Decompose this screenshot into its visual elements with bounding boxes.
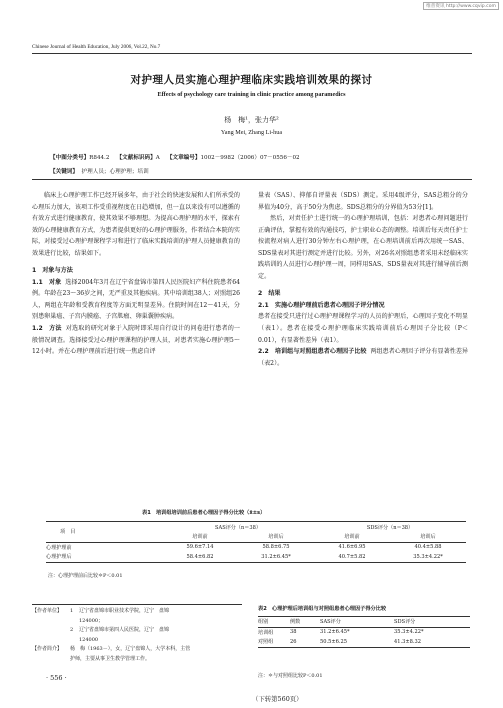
section-1-heading: 1 对象与方法 bbox=[32, 267, 73, 275]
english-title: Effects of psychology care training in clinic practice among paramedics bbox=[157, 91, 346, 98]
section-1-1-label: 1.1 对象 bbox=[32, 278, 62, 286]
table-1-subheader: 培训前 bbox=[192, 534, 208, 541]
table-cell: 40.4±5.88 bbox=[414, 544, 442, 551]
table-1-sds-header: SDS评分（n＝38） bbox=[366, 524, 414, 531]
section-2-2 bbox=[258, 346, 468, 369]
unit-2-text: 辽宁省盘锦市第四人民医院，辽宁 盘锦 bbox=[79, 627, 170, 634]
footnote-rule bbox=[32, 604, 242, 605]
table-2-header: SAS评分 bbox=[320, 619, 341, 626]
table-1 bbox=[46, 522, 466, 563]
table-cell: 38 bbox=[290, 629, 297, 636]
article-no-label: 【文章编号】 bbox=[166, 155, 201, 161]
bio-label: 【作者简介】 bbox=[32, 646, 63, 653]
keywords-value: 护理人员；心理护理；培训 bbox=[81, 169, 149, 175]
table-cell: 59.6±7.14 bbox=[186, 544, 214, 551]
table-cell: 对照组 bbox=[258, 639, 274, 646]
table-cell: 培训组 bbox=[258, 629, 274, 636]
unit-1-text: 辽宁省盘锦市职业技术学院，辽宁 盘锦 bbox=[79, 608, 170, 614]
table-cell: 35.3±4.22* bbox=[394, 629, 424, 636]
author-footnotes bbox=[32, 607, 247, 665]
table-cell: 50.5±6.25 bbox=[320, 638, 347, 645]
table-2-header: 例数 bbox=[290, 619, 301, 626]
table-1-subheader: 培训后 bbox=[420, 534, 436, 541]
unit-2-zip-row bbox=[32, 636, 247, 646]
table-row bbox=[46, 552, 466, 562]
english-authors: Yang Mei, Zhang Li-hua bbox=[220, 129, 283, 136]
table-cell: 31.2±6.45* bbox=[320, 629, 350, 636]
unit-1-index: 1 bbox=[70, 608, 74, 614]
table-cell: 26 bbox=[290, 638, 297, 645]
table-row bbox=[258, 627, 470, 637]
table-row bbox=[46, 542, 466, 552]
doc-code-label: 【文献标识码】 bbox=[116, 155, 156, 161]
continued-note: （下转第560页） bbox=[252, 695, 303, 703]
table-cell: 40.7±5.82 bbox=[338, 553, 366, 560]
watermark: 维普资讯 http://www.cqvip.com bbox=[423, 2, 499, 10]
table-row bbox=[46, 522, 466, 532]
table-1-item-header: 项 目 bbox=[60, 529, 76, 536]
keywords-line bbox=[50, 167, 149, 175]
article-title: 对护理人员实施心理护理临床实践培训效果的探讨 bbox=[130, 74, 373, 86]
doc-code-value: A bbox=[155, 155, 160, 161]
table-cell: 58.8±6.75 bbox=[262, 544, 290, 551]
unit-2-zip: 124000 bbox=[79, 636, 99, 643]
keywords-label: 【关键词】 bbox=[50, 169, 78, 175]
table-2-caption: 表2 心理护理后培训组与对照组患者心理因子得分比较 bbox=[258, 606, 387, 612]
section-1-1-text: 选择2004年3月在辽宁省盘锦市第四人民医院妇产科住院患者64例。年龄在23～36岁之间，无严重及其他疾病。其中培训组38人；对照组26人，两组在年龄和受教育程度等方面无明显差异。住院时间在12～41天，分别患卵巢癌、子宫内膜癌、子宫肌瘤、卵巢囊肿疾病。 bbox=[32, 278, 241, 321]
unit-1-zip: 124000； bbox=[79, 617, 104, 624]
table-1-caption: 表1 培训组培训前后患者心理因子得分比较（x̄±s） bbox=[142, 510, 266, 516]
bio-row bbox=[32, 645, 247, 655]
method-paragraph-2: 然后，对责任护士进行统一的心理护理培训，包括：对患者心理问题进行正确评估，掌握有效的沟通技巧，护士职业心态的调整。培训后每天责任护士按流程对病人进行30分钟左右心理护理，在心理培训前后再次用统一SAS、SDS量表对其进行测定并进行比较。另外，对26名对照组患者采用未经临床实践培训的人员进行心理护理一周，同样用SAS、SDS量表对其进行辅导前后测定。 bbox=[258, 215, 468, 280]
article-no-value: 1002－9982（2006）07－0556－02 bbox=[200, 155, 300, 161]
classification-line bbox=[50, 153, 300, 161]
table-1-note: 注：心理护理前后比较＊P＜0.01 bbox=[48, 573, 123, 579]
left-column bbox=[32, 190, 240, 358]
unit-1-zip-row bbox=[32, 617, 247, 627]
section-2-1-label: 2.1 实施心理护理前后患者心理因子评分情况 bbox=[258, 301, 385, 309]
continued-paragraph: 量表（SAS）、抑郁自评量表（SDS）测定。采用4级评分，SAS总粗分的分界值为40分，高于50分为焦虑。SDS总粗分的分界值为53分[1]。 bbox=[258, 192, 468, 211]
table-1-row-label: 心理护理后 bbox=[46, 554, 72, 561]
section-2-heading: 2 结果 bbox=[258, 290, 281, 298]
table-cell: 58.4±6.82 bbox=[186, 553, 214, 560]
clc-value: R844.2 bbox=[89, 155, 110, 161]
unit-2-index: 2 bbox=[70, 627, 74, 634]
header-rule bbox=[32, 53, 472, 54]
bio-text-2: 护师，主要从事卫生教学管理工作。 bbox=[70, 655, 151, 662]
section-2-2-text: 两组患者心理因子评分有显著性差异（表2）。 bbox=[258, 348, 469, 367]
bio-text: 杨 梅（1963－），女，辽宁盘锦人，大学本科，主管 bbox=[70, 646, 191, 653]
section-1-2-text: 对选取的研究对象于入院时即采用自行设计的问卷进行患者的一般情况调查。选择接受过心理护理课程的护理人员，对患者实施心理护理5～12小时。并在心理护理前后进行统一焦虑自评 bbox=[32, 325, 241, 356]
table-row bbox=[258, 637, 470, 647]
table-row bbox=[258, 617, 470, 627]
table-cell: 31.2±6.45* bbox=[261, 553, 291, 560]
unit-1-row bbox=[32, 607, 247, 617]
table-1-subheader: 培训后 bbox=[268, 534, 284, 541]
right-column bbox=[258, 190, 468, 369]
table-2-header: 组别 bbox=[258, 619, 269, 626]
table-1-sas-header: SAS评分（n＝38） bbox=[215, 524, 261, 531]
section-1-2 bbox=[32, 323, 240, 358]
unit-2-row bbox=[32, 626, 247, 636]
table-cell: 35.3±4.22* bbox=[413, 553, 443, 560]
section-2-2-label: 2.2 培训组与对照组患者心理因子比较 bbox=[258, 348, 367, 356]
table-cell: 41.6±6.95 bbox=[338, 544, 366, 551]
table-1-row-label: 心理护理前 bbox=[46, 544, 72, 551]
table-2 bbox=[258, 617, 470, 648]
bio-row-2 bbox=[32, 655, 247, 665]
section-1-1 bbox=[32, 277, 240, 323]
table-2-header: SDS评分 bbox=[394, 619, 416, 626]
section-2-1 bbox=[258, 300, 468, 312]
unit-label: 【作者单位】 bbox=[32, 608, 63, 614]
journal-header: Chinese Journal of Health Education, July 2006, Vol.22, No.7 bbox=[32, 44, 161, 50]
intro-paragraph: 临床上心理护理工作已经开展多年，由于社会的快速发展和人们所承受的心理压力加大，该项工作受重视程度在日趋增加，但一直以来没有可以遵循的有效方式进行健康教育，使其效果不够理想。为提高心理护理的水平，探索有效的心理健康教育方式，为患者提供更好的心理护理服务，作者结合本院的实际，对接受过心理护理课程学习和进行了临床实践培训的护理人员健康教育的效果进行比较，结果如下。 bbox=[32, 192, 240, 257]
page-number: · 556 · bbox=[46, 674, 67, 682]
keywords-rule bbox=[32, 179, 472, 180]
table-2-note: 注：＊与对照组比较P＜0.01 bbox=[258, 673, 323, 679]
section-2-1-text: 患者在接受只进行过心理护理课程学习的人员的护理后，心理因子变化不明显（表1）。患者在接受心理护理临床实践培训前后心理因子分比较（P＜0.01），有显著性差异（表1）。 bbox=[258, 313, 468, 344]
table-1-subheader: 培训前 bbox=[344, 534, 360, 541]
authors: 杨 梅¹，张力华² bbox=[224, 116, 279, 124]
clc-label: 【中图分类号】 bbox=[50, 155, 90, 161]
table-cell: 41.3±8.32 bbox=[394, 638, 421, 645]
section-1-2-label: 1.2 方法 bbox=[32, 325, 62, 333]
